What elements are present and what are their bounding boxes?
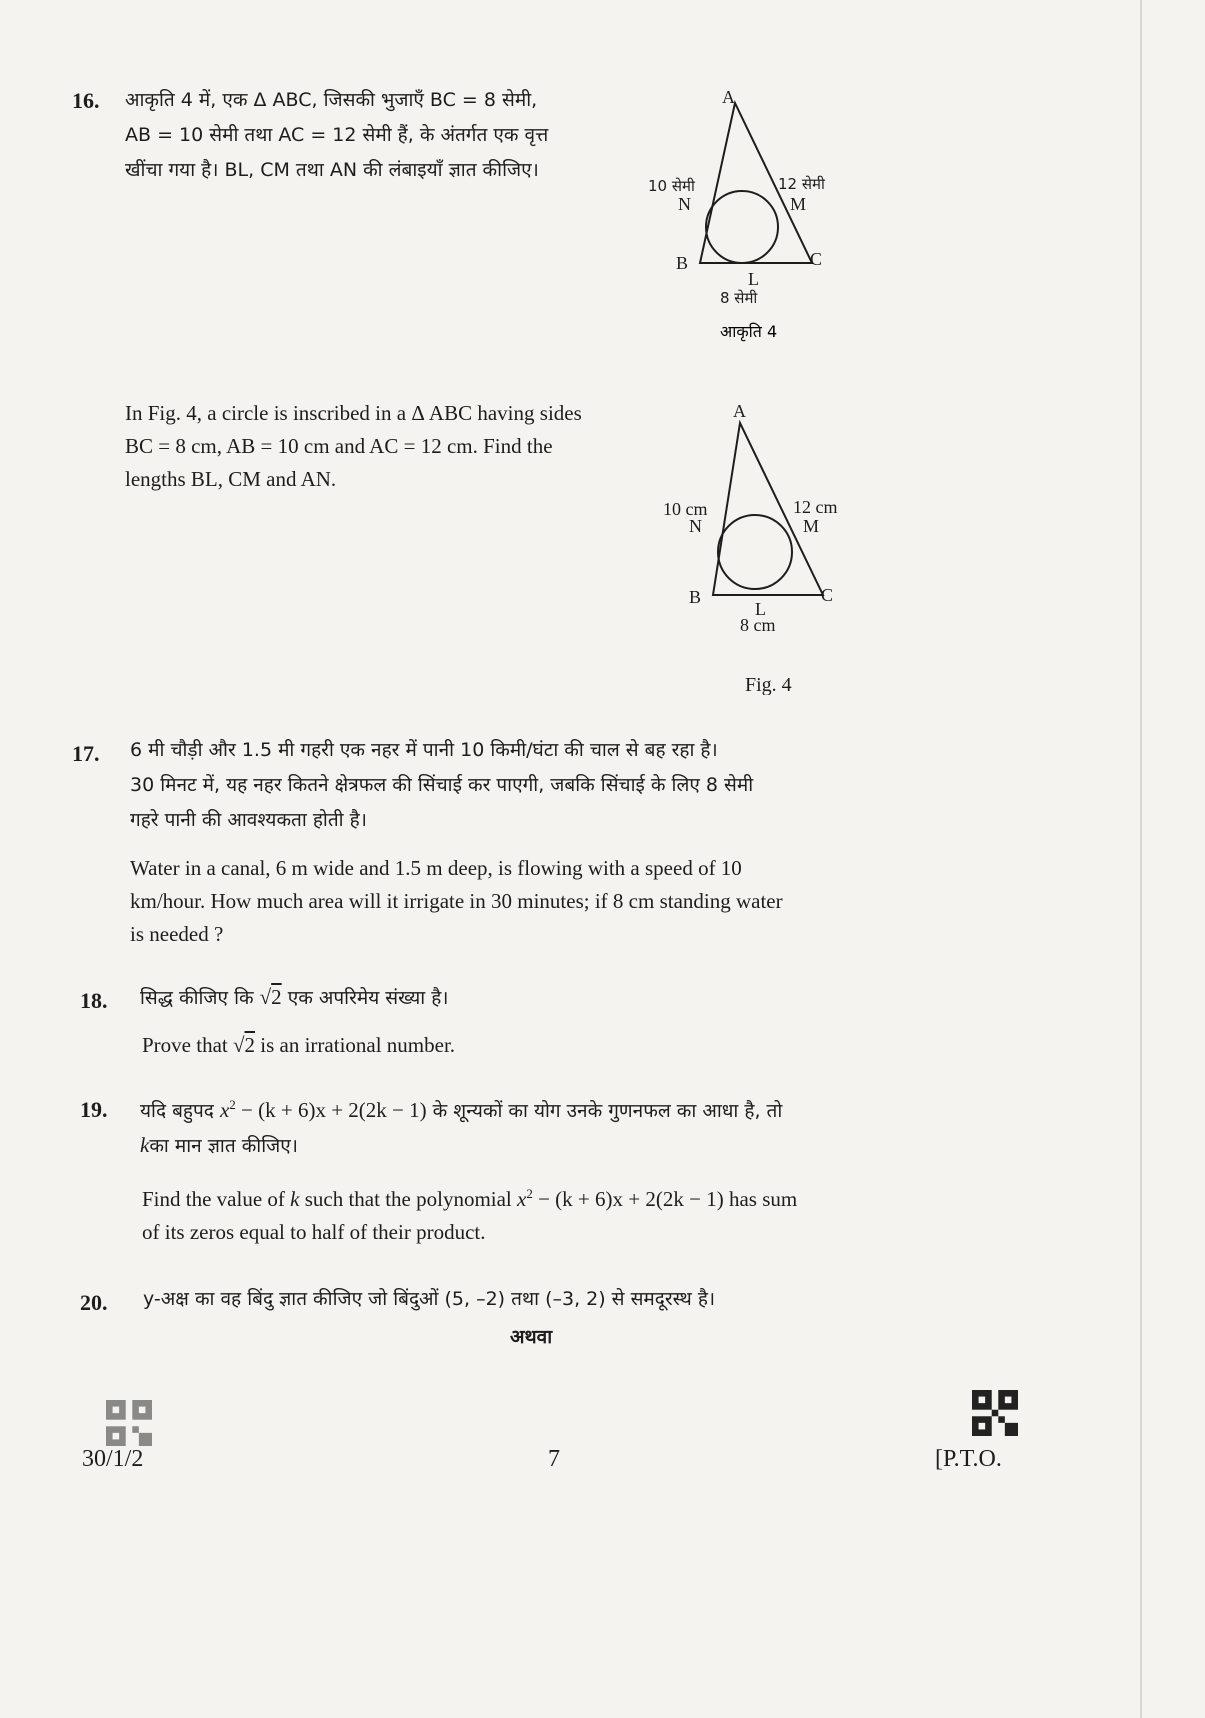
point-m-label: M xyxy=(790,194,807,214)
incircle xyxy=(718,515,792,589)
question-number-18: 18. xyxy=(80,988,108,1013)
ac-length-label: 12 सेमी xyxy=(778,175,825,193)
sqrt-two: √2 xyxy=(232,1033,256,1057)
polynomial-expression: $x^2 - (k + 6)x + 2(2k - 1)$ xyxy=(517,1186,724,1211)
ab-length-label: 10 cm xyxy=(663,499,708,519)
page-number: 7 xyxy=(548,1446,560,1472)
q16-english-line1: In Fig. 4, a circle is inscribed in a Δ ABC having sides xyxy=(125,401,582,425)
point-n-label: N xyxy=(678,194,691,214)
q17-english-text xyxy=(130,852,950,951)
paper-code: 30/1/2 xyxy=(82,1446,144,1472)
bc-length-label: 8 cm xyxy=(740,615,776,635)
incircle xyxy=(706,191,778,263)
question-number-19: 19. xyxy=(80,1097,108,1122)
q18-english-post: is an irrational number. xyxy=(260,1033,456,1057)
q17-hindi-line1: 6 मी चौड़ी और 1.5 मी गहरी एक नहर में पानी 10 किमी/घंटा की चाल से बह रहा है। xyxy=(130,739,718,761)
q18-hindi-post: एक अपरिमेय संख्या है। xyxy=(287,987,449,1009)
q17-hindi-line3: गहरे पानी की आवश्यकता होती है। xyxy=(130,809,367,831)
q16-hindi-line1: आकृति 4 में, एक Δ ABC, जिसकी भुजाएँ BC = 8 सेमी, xyxy=(125,89,538,111)
q16-hindi-line2: AB = 10 सेमी तथा AC = 12 सेमी हैं, के अंतर्गत एक वृत्त xyxy=(125,124,549,146)
point-l-label: L xyxy=(755,599,766,619)
ab-length-label: 10 सेमी xyxy=(648,177,695,195)
qr-code-icon-left xyxy=(106,1400,152,1446)
q16-hindi-line3: खींचा गया है। BL, CM तथा AN की लंबाइयाँ ज्ञात कीजिए। xyxy=(125,159,539,181)
vertex-a-label: A xyxy=(722,87,735,107)
q16-english-line2: BC = 8 cm, AB = 10 cm and AC = 12 cm. Find the xyxy=(125,434,553,458)
or-label: अथवा xyxy=(510,1326,553,1348)
q18-hindi-pre: सिद्ध कीजिए कि xyxy=(140,987,254,1009)
polynomial-expression: $x^2 - (k + 6)x + 2(2k - 1)$ xyxy=(219,1097,427,1122)
q17-english-line3: is needed ? xyxy=(130,922,224,946)
q19-english-line1: Find the value of k such that the polynomial $x^2 - (k + 6)x + 2(2k - 1)$ has sum xyxy=(142,1186,798,1211)
ac-length-label: 12 cm xyxy=(793,497,838,517)
question-number-16: 16. xyxy=(72,88,100,113)
figure-4-english xyxy=(655,405,885,695)
page-edge xyxy=(1140,0,1142,1718)
q20-hindi-text: y-अक्ष का वह बिंदु ज्ञात कीजिए जो बिंदुओं (5, –2) तथा (–3, 2) से समदूरस्थ है। xyxy=(143,1288,716,1310)
vertex-a-label: A xyxy=(733,405,746,421)
sqrt-two: √2 xyxy=(259,985,282,1009)
q18-english-pre: Prove that xyxy=(142,1033,228,1057)
point-l-label: L xyxy=(748,269,759,289)
q19-hindi-text xyxy=(140,1088,960,1164)
point-n-label: N xyxy=(689,516,702,536)
q18-hindi-text xyxy=(140,981,940,1016)
q16-hindi-text xyxy=(125,83,665,188)
point-m-label: M xyxy=(803,516,820,536)
qr-code-icon-right xyxy=(972,1390,1018,1436)
bc-length-label: 8 सेमी xyxy=(720,289,758,307)
q17-english-line2: km/hour. How much area will it irrigate in 30 minutes; if 8 cm standing water xyxy=(130,889,783,913)
q16-english-line3: lengths BL, CM and AN. xyxy=(125,467,337,491)
q17-english-line1: Water in a canal, 6 m wide and 1.5 m deep, is flowing with a speed of 10 xyxy=(130,856,742,880)
q19-hindi-line2: kका मान ज्ञात कीजिए। xyxy=(140,1133,298,1157)
vertex-c-label: C xyxy=(821,585,834,605)
vertex-b-label: B xyxy=(689,587,702,607)
q19-english-line2: of its zeros equal to half of their product. xyxy=(142,1220,486,1244)
question-number-20: 20. xyxy=(80,1290,108,1315)
q19-english-text xyxy=(142,1177,962,1249)
q18-english-text xyxy=(142,1029,942,1062)
figure-caption-english: Fig. 4 xyxy=(745,674,792,695)
question-number-17: 17. xyxy=(72,741,100,766)
vertex-c-label: C xyxy=(810,249,823,269)
q16-english-text xyxy=(125,397,645,496)
q17-hindi-text xyxy=(130,733,950,838)
figure-caption-hindi: आकृति 4 xyxy=(720,322,778,341)
vertex-b-label: B xyxy=(676,253,689,273)
q19-hindi-line1: यदि बहुपद $x^2 - (k + 6)x + 2(2k - 1)$ के शून्यकों का योग उनके गुणनफल का आधा है, तो xyxy=(140,1097,783,1122)
q17-hindi-line2: 30 मिनट में, यह नहर कितने क्षेत्रफल की सिंचाई कर पाएगी, जबकि सिंचाई के लिए 8 सेमी xyxy=(130,774,754,796)
figure-4-hindi xyxy=(640,85,870,355)
pto-marker: [P.T.O. xyxy=(935,1446,1002,1472)
